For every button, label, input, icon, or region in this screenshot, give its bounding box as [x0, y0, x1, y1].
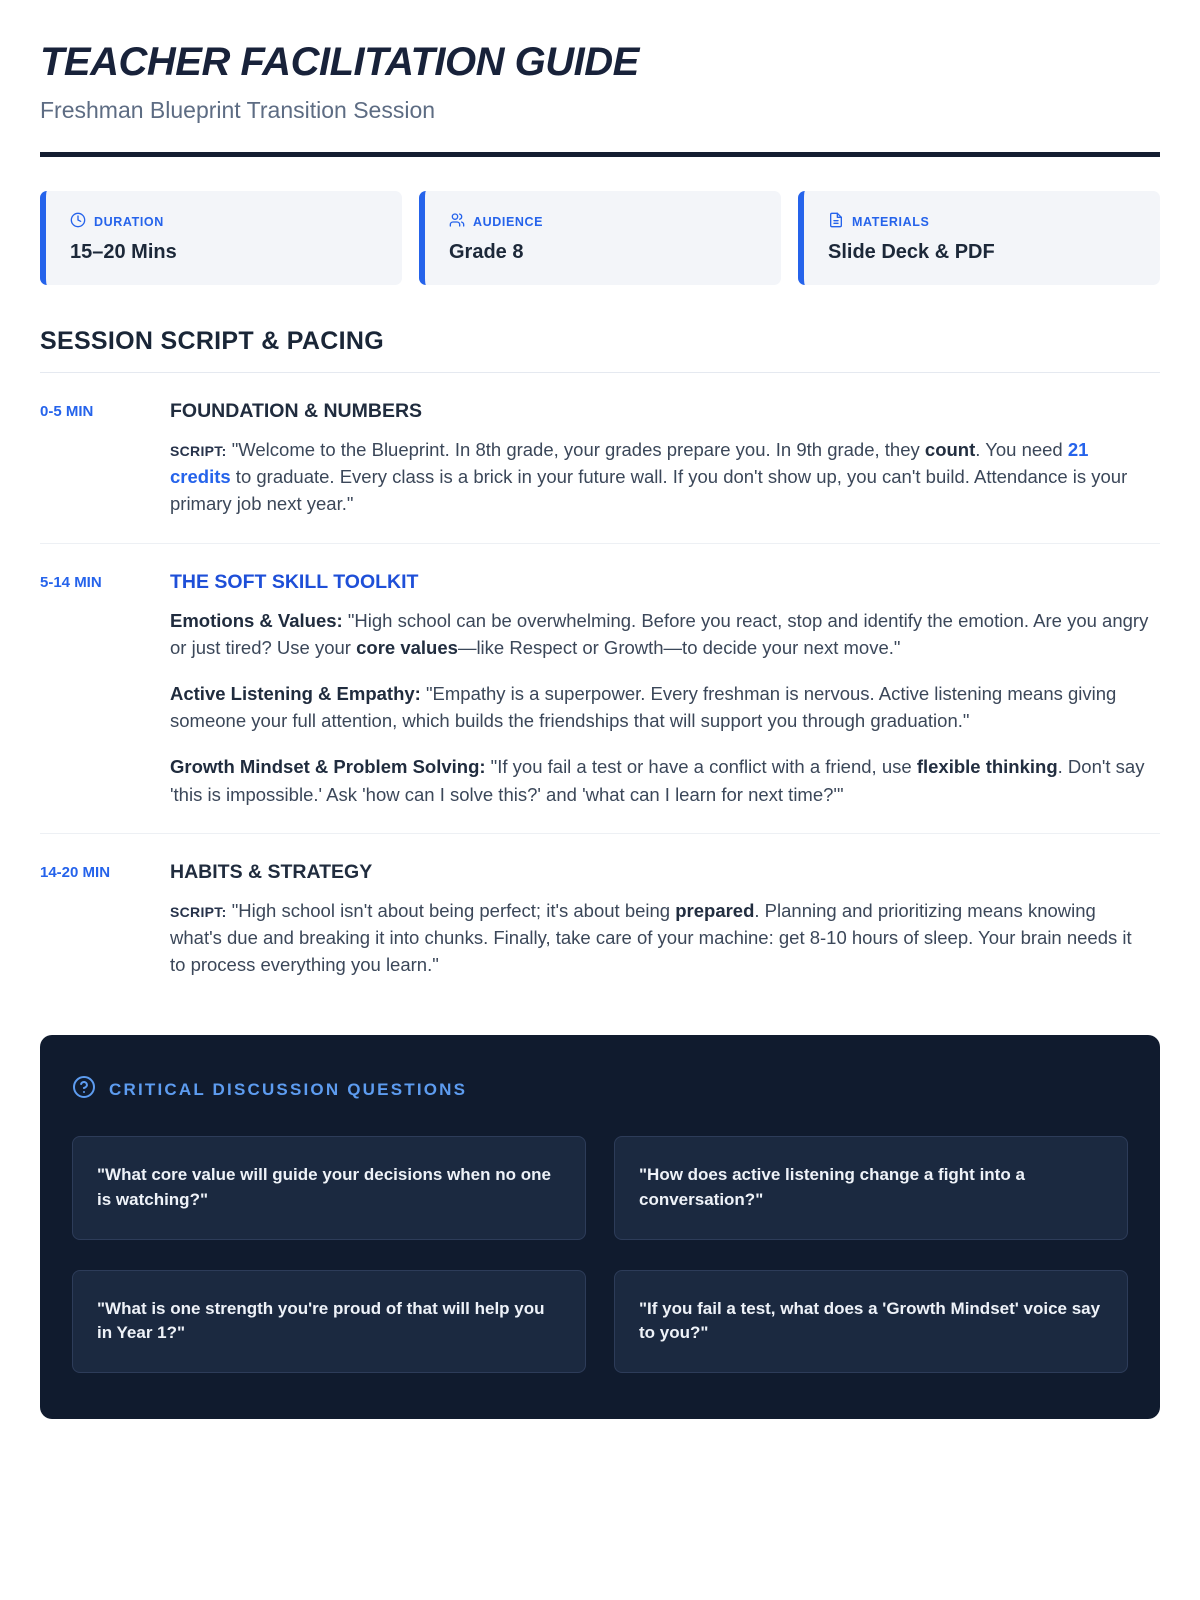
duration-card — [40, 191, 402, 285]
discussion-question: "How does active listening change a fight into a conversation?" — [614, 1136, 1128, 1239]
session-section-heading: SESSION SCRIPT & PACING — [40, 327, 1160, 373]
header-divider — [40, 152, 1160, 157]
script-paragraph: SCRIPT: "Welcome to the Blueprint. In 8th grade, your grades prepare you. In 9th grade, they count. You need 21 credits to graduate. Every class is a brick in your future wall. If you don't show up, you can't build. Attendance is your primary job next year." — [170, 439, 1128, 515]
duration-card-label — [70, 212, 378, 231]
segment-body — [170, 571, 1160, 808]
segment-habits-strategy — [40, 834, 1160, 1004]
users-icon — [449, 212, 465, 231]
segment-body — [170, 861, 1160, 979]
segment-time-label: 5-14 MIN — [40, 573, 102, 591]
duration-label-text: DURATION — [94, 214, 164, 229]
segment-title: FOUNDATION & NUMBERS — [170, 400, 423, 422]
discussion-question: "If you fail a test, what does a 'Growth Mindset' voice say to you?" — [614, 1270, 1128, 1373]
discussion-question: "What is one strength you're proud of that will help you in Year 1?" — [72, 1270, 586, 1373]
segment-foundation-numbers — [40, 373, 1160, 544]
discussion-title-text: CRITICAL DISCUSSION QUESTIONS — [109, 1079, 468, 1099]
clock-icon — [70, 212, 86, 231]
audience-label-text: AUDIENCE — [473, 214, 544, 229]
discussion-panel-title — [72, 1075, 1128, 1104]
segment-body — [170, 400, 1160, 518]
discussion-question: "What core value will guide your decisions when no one is watching?" — [72, 1136, 586, 1239]
segment-title: THE SOFT SKILL TOOLKIT — [170, 570, 419, 593]
script-paragraph: SCRIPT: "High school isn't about being perfect; it's about being prepared. Planning and prioritizing means knowing what's due and breaking it into chunks. Finally, take care of your machine: get 8-10 hours of sleep. Your brain needs it to process everything you learn." — [170, 899, 1132, 976]
segment-soft-skill-toolkit — [40, 544, 1160, 834]
materials-card — [798, 191, 1160, 285]
info-cards-row — [40, 191, 1160, 285]
discussion-questions-grid — [72, 1136, 1128, 1373]
materials-card-label — [828, 212, 1136, 231]
critical-discussion-panel — [40, 1035, 1160, 1419]
audience-value: Grade 8 — [449, 241, 524, 263]
materials-value: Slide Deck & PDF — [828, 241, 995, 263]
materials-label-text: MATERIALS — [852, 214, 930, 229]
segment-time-label: 14-20 MIN — [40, 863, 111, 881]
page-subtitle: Freshman Blueprint Transition Session — [40, 97, 436, 123]
audience-card-label — [449, 212, 757, 231]
question-circle-icon — [72, 1075, 96, 1104]
script-paragraph: Emotions & Values: "High school can be overwhelming. Before you react, stop and identify the emotion. Are you angry or just tired? Use your core values—like Respect or Growth—to decide your next move." — [170, 609, 1149, 658]
segment-title: HABITS & STRATEGY — [170, 860, 373, 883]
script-paragraph: Growth Mindset & Problem Solving: "If you fail a test or have a conflict with a friend, use flexible thinking. Don't say 'this is impossible.' Ask 'how can I solve this?' and 'what can I learn for next time?'" — [170, 756, 1145, 805]
page-title: TEACHER FACILITATION GUIDE — [40, 40, 639, 84]
segment-time-label: 0-5 MIN — [40, 403, 94, 420]
duration-value: 15–20 Mins — [70, 241, 177, 263]
audience-card — [419, 191, 781, 285]
document-icon — [828, 212, 844, 231]
script-paragraph: Active Listening & Empathy: "Empathy is a superpower. Every freshman is nervous. Active listening means giving someone your full attention, which builds the friendships that will support you through graduation." — [170, 682, 1117, 732]
